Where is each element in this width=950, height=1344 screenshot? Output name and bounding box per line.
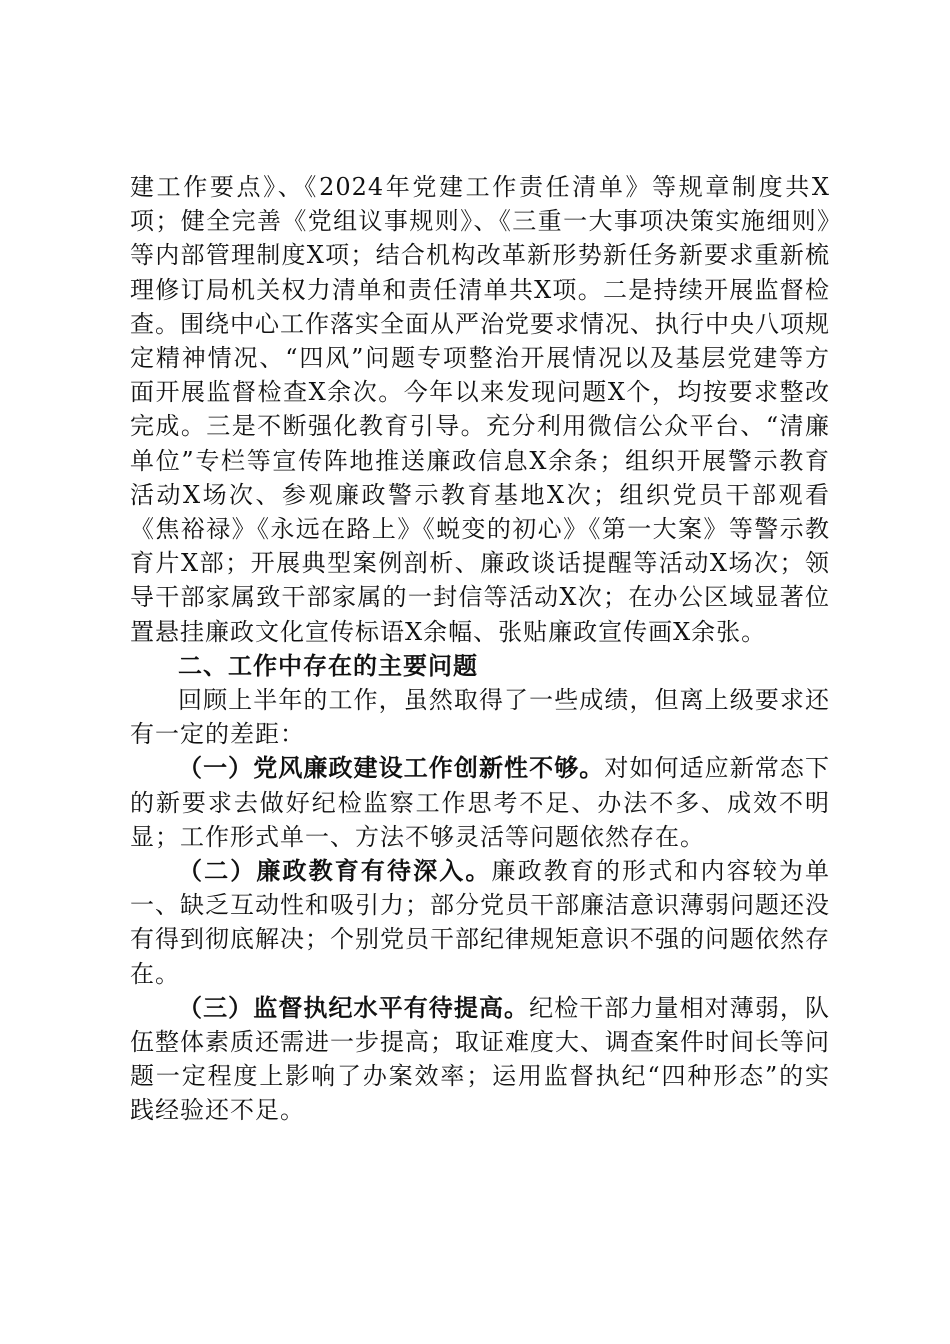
section-heading: 二、工作中存在的主要问题	[178, 651, 478, 680]
issue-paragraph-1	[130, 751, 830, 854]
issue-paragraph-3	[130, 991, 830, 1128]
issue-body-3: 纪检干部力量相对薄弱，队伍整体素质还需进一步提高；取证难度大、调查案件时间长等问题一定程度上影响了办案效率；运用监督执纪“四种形态”的实践经验还不足。	[130, 993, 831, 1125]
issue-paragraph-2	[130, 854, 830, 991]
intro-paragraph: 回顾上半年的工作，虽然取得了一些成绩，但离上级要求还有一定的差距：	[130, 686, 830, 749]
issue-body-2: 廉政教育的形式和内容较为单一、缺乏互动性和吸引力；部分党员干部廉洁意识薄弱问题还没有得到彻底解决；个别党员干部纪律规矩意识不强的问题依然存在。	[130, 857, 830, 988]
issue-heading-1: （一）党风廉政建设工作创新性不够。	[178, 754, 605, 783]
issue-body-1: 对如何适应新常态下的新要求去做好纪检监察工作思考不足、办法不多、成效不明显；工作形式单一、方法不够灵活等问题依然存在。	[130, 754, 830, 851]
issue-heading-2: （二）廉政教育有待深入。	[178, 857, 492, 886]
document-body	[130, 170, 830, 1128]
issue-heading-3: （三）监督执纪水平有待提高。	[178, 993, 530, 1022]
continued-paragraph: 建工作要点》、《2024年党建工作责任清单》等规章制度共X项；健全完善《党组议事规则》、《三重一大事项决策实施细则》等内部管理制度X项；结合机构改革新形势新任务新要求重新梳理修订局机关权力清单和责任清单共X项。二是持续开展监督检查。围绕中心工作落实全面从严治党要求情况、执行中央八项规定精神情况、“四风”问题专项整治开展情况以及基层党建等方面开展监督检查X余次。今年以来发现问题X个，均按要求整改完成。三是不断强化教育引导。充分利用微信公众平台、“清廉单位”专栏等宣传阵地推送廉政信息X余条；组织开展警示教育活动X场次、参观廉政警示教育基地X次；组织党员干部观看《焦裕禄》《永远在路上》《蜕变的初心》《第一大案》等警示教育片X部；开展典型案例剖析、廉政谈话提醒等活动X场次；领导干部家属致干部家属的一封信等活动X次；在办公区域显著位置悬挂廉政文化宣传标语X余幅、张贴廉政宣传画X余张。	[130, 173, 830, 646]
